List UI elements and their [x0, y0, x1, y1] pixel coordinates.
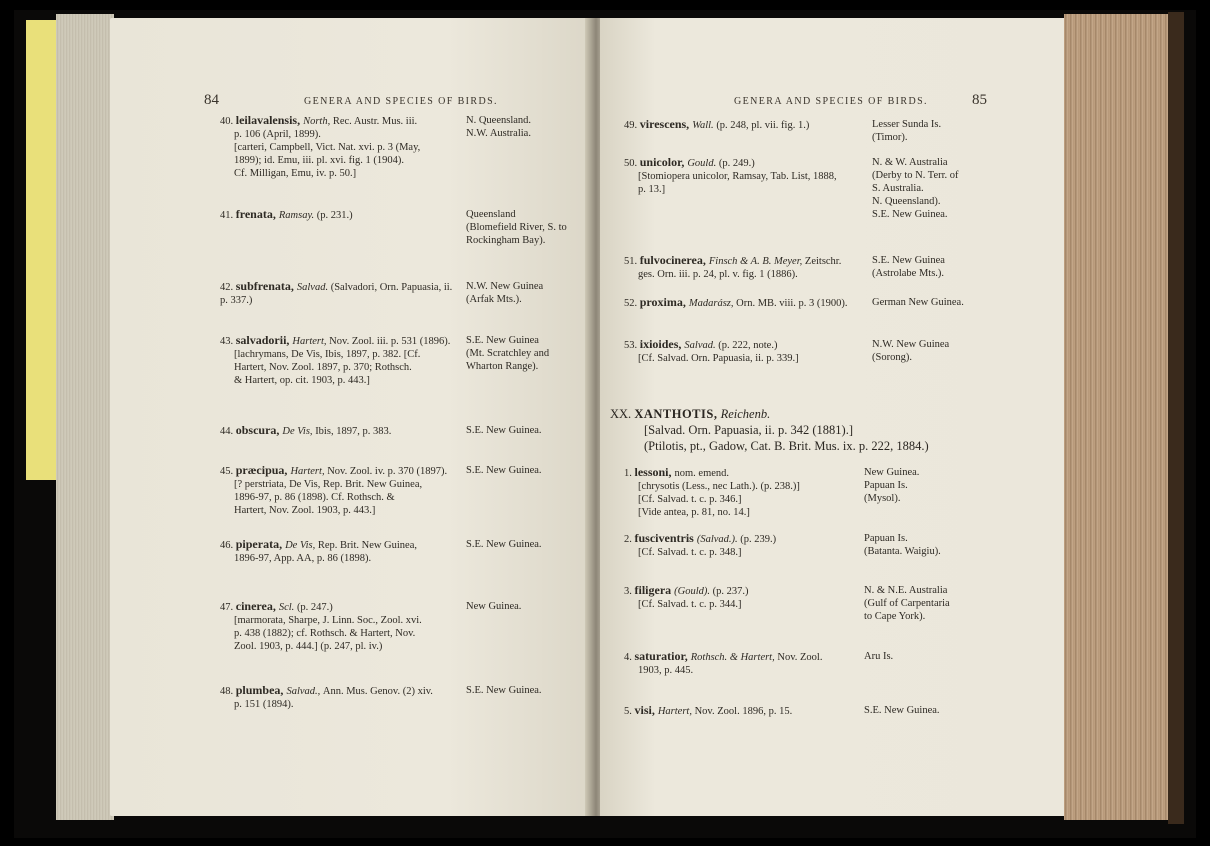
citation-line: [marmorata, Sharpe, J. Linn. Soc., Zool. xvi. — [234, 615, 422, 626]
species-entry-first-line — [624, 466, 856, 480]
species-number: 43. — [220, 336, 236, 347]
distribution-line: N.W. New Guinea — [466, 281, 544, 292]
species-author: Madarász, — [688, 298, 737, 309]
distribution-line: N.W. Australia. — [466, 128, 531, 139]
genus-name: XANTHOTIS, — [634, 407, 718, 421]
citation-text: (Salvadori, Orn. Papuasia, ii. p. 337.) — [220, 282, 453, 306]
distribution-line: N. Queensland). — [872, 196, 941, 207]
distribution-line: Lesser Sunda Is. — [872, 119, 942, 130]
species-entry-first-line — [624, 296, 864, 310]
distribution-line: German New Guinea. — [872, 297, 964, 308]
species-entry — [220, 280, 458, 307]
species-name: filigera — [634, 583, 675, 597]
species-entry — [220, 114, 458, 180]
citation-line: [Cf. Salvad. t. c. p. 346.] — [638, 494, 742, 505]
species-number: 4. — [624, 652, 635, 663]
distribution-line: to Cape York). — [864, 611, 926, 622]
citation-line: [Cf. Salvad. t. c. p. 348.] — [638, 547, 742, 558]
species-name: cinerea, — [235, 599, 279, 613]
distribution — [864, 466, 919, 505]
species-number: 51. — [624, 256, 640, 267]
book-cover-edge — [1168, 12, 1184, 824]
distribution — [466, 464, 542, 477]
distribution-line: S.E. New Guinea. — [466, 539, 542, 550]
citation-line: 1896-97, p. 86 (1898). Cf. Rothsch. & — [234, 492, 395, 503]
species-entry-first-line — [220, 600, 458, 614]
citation-line: [Vide antea, p. 81, no. 14.] — [638, 507, 750, 518]
species-number: 45. — [220, 466, 236, 477]
citation-line: [Cf. Salvad. Orn. Papuasia, ii. p. 339.] — [638, 353, 799, 364]
distribution — [872, 156, 959, 221]
distribution-line: (Timor). — [872, 132, 908, 143]
distribution-line: (Batanta. Waigiu). — [864, 546, 941, 557]
species-author: Ramsay. — [278, 210, 317, 221]
citation-line: [Stomiopera unicolor, Ramsay, Tab. List, 1888, — [638, 171, 837, 182]
distribution-line: S.E. New Guinea. — [872, 209, 948, 220]
distribution-line: (Mt. Scratchley and — [466, 348, 550, 359]
distribution-line: S.E. New Guinea — [872, 255, 945, 266]
species-entry — [220, 684, 458, 711]
citation-line: [Cf. Salvad. t. c. p. 344.] — [638, 599, 742, 610]
citation-line: Cf. Milligan, Emu, iv. p. 50.] — [234, 168, 357, 179]
distribution — [466, 424, 542, 437]
species-name: virescens, — [639, 117, 693, 131]
genus-numeral: XX. — [610, 407, 632, 421]
species-entry — [624, 584, 856, 611]
species-number: 3. — [624, 586, 635, 597]
citation-text: Ann. Mus. Genov. (2) xiv. — [322, 686, 433, 697]
species-name: plumbea, — [235, 683, 287, 697]
citation-line: ges. Orn. iii. p. 24, pl. v. fig. 1 (1886). — [638, 269, 798, 280]
species-name: fusciventris — [634, 531, 697, 545]
distribution-line: N. & W. Australia — [872, 157, 948, 168]
species-entry — [220, 464, 458, 517]
species-number: 42. — [220, 282, 236, 293]
citation-line: 1899); id. Emu, iii. pl. xvi. fig. 1 (1904). — [234, 155, 405, 166]
distribution-line: (Sorong). — [872, 352, 912, 363]
distribution — [872, 254, 945, 280]
species-entry-first-line — [624, 650, 856, 664]
species-entry — [220, 334, 458, 387]
citation-text: (p. 237.) — [712, 586, 749, 597]
citation-line: Hartert, Nov. Zool. 1903, p. 443.] — [234, 505, 376, 516]
species-entry — [624, 156, 864, 196]
species-name: ixioides, — [639, 337, 685, 351]
citation-text: (p. 248, pl. vii. fig. 1.) — [716, 120, 810, 131]
species-entry-first-line — [220, 424, 458, 438]
distribution-line: Aru Is. — [864, 651, 894, 662]
citation-line: & Hartert, op. cit. 1903, p. 443.] — [234, 375, 370, 386]
species-name: præcipua, — [235, 463, 291, 477]
genus-reference-alt: (Ptilotis, pt., Gadow, Cat. B. Brit. Mus. ix. p. 222, 1884.) — [644, 439, 929, 453]
distribution — [466, 208, 567, 247]
species-entry-first-line — [624, 254, 864, 268]
species-number: 49. — [624, 120, 640, 131]
species-author: Hartert, — [290, 466, 328, 477]
distribution-line: (Gulf of Carpentaria — [864, 598, 950, 609]
distribution-line: Rockingham Bay). — [466, 235, 546, 246]
distribution — [466, 684, 542, 697]
distribution-line: Wharton Range). — [466, 361, 539, 372]
distribution-line: N. Queensland. — [466, 115, 532, 126]
distribution — [864, 532, 941, 558]
species-entry — [220, 600, 458, 653]
species-number: 50. — [624, 158, 640, 169]
citation-text: (p. 222, note.) — [718, 340, 778, 351]
citation-text: Rec. Austr. Mus. iii. — [332, 116, 418, 127]
citation-text: Zeitschr. — [804, 256, 842, 267]
species-name: leilavalensis, — [235, 113, 304, 127]
species-entry-first-line — [624, 584, 856, 598]
citation-text: Nov. Zool. 1896, p. 15. — [694, 706, 793, 717]
citation-text: Nov. Zool. iv. p. 370 (1897). — [327, 466, 448, 477]
distribution-line: Papuan Is. — [864, 480, 908, 491]
species-author: De Vis, — [282, 426, 316, 437]
species-entry-first-line — [220, 464, 458, 478]
species-number: 47. — [220, 602, 236, 613]
citation-line: [carteri, Campbell, Vict. Nat. xvi. p. 3 (May, — [234, 142, 421, 153]
distribution-line: (Derby to N. Terr. of — [872, 170, 959, 181]
species-number: 48. — [220, 686, 236, 697]
citation-line: p. 13.] — [638, 184, 666, 195]
distribution-line: (Astrolabe Mts.). — [872, 268, 945, 279]
distribution — [466, 600, 521, 613]
species-entry-first-line — [220, 280, 458, 307]
distribution-line: N.W. New Guinea — [872, 339, 950, 350]
citation-text: (p. 239.) — [740, 534, 777, 545]
distribution-line: S. Australia. — [872, 183, 924, 194]
species-entry — [624, 532, 856, 559]
species-number: 5. — [624, 706, 635, 717]
species-number: 53. — [624, 340, 640, 351]
species-entry-first-line — [624, 338, 864, 352]
species-entry-first-line — [220, 334, 458, 348]
distribution — [872, 338, 949, 364]
species-name: saturatior, — [634, 649, 691, 663]
running-head: GENERA AND SPECIES OF BIRDS. — [304, 96, 498, 107]
citation-text: (p. 249.) — [718, 158, 755, 169]
species-number: 2. — [624, 534, 635, 545]
distribution-line: Papuan Is. — [864, 533, 908, 544]
citation-text: Nov. Zool. iii. p. 531 (1896). — [329, 336, 451, 347]
citation-text: nom. emend. — [674, 468, 730, 479]
species-entry — [220, 208, 458, 222]
distribution-line: (Arfak Mts.). — [466, 294, 522, 305]
citation-line: p. 106 (April, 1899). — [234, 129, 321, 140]
distribution — [466, 538, 542, 551]
species-entry-first-line — [624, 118, 864, 132]
species-author: Scl. — [278, 602, 297, 613]
distribution-line: S.E. New Guinea — [466, 335, 539, 346]
species-entry-first-line — [624, 532, 856, 546]
distribution-line: N. & N.E. Australia — [864, 585, 948, 596]
citation-text: Orn. MB. viii. p. 3 (1900). — [736, 298, 848, 309]
species-author: Salvad. — [684, 340, 719, 351]
species-author: (Gould). — [674, 586, 713, 597]
species-author: Hartert, — [292, 336, 330, 347]
distribution — [872, 118, 941, 144]
citation-line: [chrysotis (Less., nec Lath.). (p. 238.)] — [638, 481, 800, 492]
citation-text: Rep. Brit. New Guinea, — [317, 540, 418, 551]
species-author: Salvad., — [286, 686, 323, 697]
species-entry — [624, 118, 864, 132]
species-entry-first-line — [624, 156, 864, 170]
species-author: Salvad. — [296, 282, 331, 293]
distribution — [466, 280, 543, 306]
page-number: 85 — [972, 92, 987, 108]
species-name: lessoni, — [634, 465, 675, 479]
species-entry — [624, 704, 856, 718]
distribution-line: New Guinea. — [466, 601, 522, 612]
species-number: 46. — [220, 540, 236, 551]
running-head: GENERA AND SPECIES OF BIRDS. — [734, 96, 928, 107]
left-page — [110, 18, 590, 816]
citation-text: Ibis, 1897, p. 383. — [315, 426, 392, 437]
species-entry-first-line — [220, 684, 458, 698]
species-name: fulvocinerea, — [639, 253, 709, 267]
citation-text: (p. 247.) — [296, 602, 333, 613]
citation-line: 1903, p. 445. — [638, 665, 694, 676]
distribution — [864, 584, 950, 623]
species-name: unicolor, — [639, 155, 688, 169]
genus-author: Reichenb. — [720, 407, 771, 421]
distribution-line: New Guinea. — [864, 467, 920, 478]
distribution-line: S.E. New Guinea. — [466, 465, 542, 476]
species-entry — [624, 254, 864, 281]
species-entry-first-line — [220, 208, 458, 222]
species-author: North, — [303, 116, 333, 127]
species-number: 52. — [624, 298, 640, 309]
species-name: obscura, — [235, 423, 283, 437]
yellow-bookmark-strip — [26, 20, 56, 480]
species-author: Gould. — [687, 158, 719, 169]
distribution — [864, 704, 940, 717]
right-page-edges — [1064, 14, 1176, 820]
distribution-line: Queensland — [466, 209, 516, 220]
species-entry-first-line — [220, 114, 458, 128]
species-name: salvadorii, — [235, 333, 293, 347]
genus-reference: [Salvad. Orn. Papuasia, ii. p. 342 (1881).] — [644, 423, 853, 437]
species-author: (Salvad.). — [696, 534, 741, 545]
species-number: 44. — [220, 426, 236, 437]
citation-line: [lachrymans, De Vis, Ibis, 1897, p. 382. [Cf. — [234, 349, 421, 360]
distribution — [872, 296, 964, 309]
species-entry — [624, 650, 856, 677]
species-number: 41. — [220, 210, 236, 221]
distribution — [466, 334, 549, 373]
citation-line: Zool. 1903, p. 444.] (p. 247, pl. iv.) — [234, 641, 383, 652]
species-author: De Vis, — [285, 540, 318, 551]
right-page — [600, 18, 1064, 816]
genus-heading — [610, 406, 929, 454]
species-number: 40. — [220, 116, 236, 127]
species-name: piperata, — [235, 537, 286, 551]
citation-line: 1896-97, App. AA, p. 86 (1898). — [234, 553, 372, 564]
citation-text: (p. 231.) — [316, 210, 353, 221]
distribution-line: S.E. New Guinea. — [864, 705, 940, 716]
species-name: proxima, — [639, 295, 689, 309]
citation-line: p. 438 (1882); cf. Rothsch. & Hartert, Nov. — [234, 628, 416, 639]
species-entry-first-line — [624, 704, 856, 718]
citation-line: [? perstriata, De Vis, Rep. Brit. New Guinea, — [234, 479, 423, 490]
distribution-line: (Mysol). — [864, 493, 901, 504]
species-number: 1. — [624, 468, 635, 479]
species-entry — [624, 466, 856, 519]
species-author: Hartert, — [657, 706, 695, 717]
species-author: Finsch & A. B. Meyer, — [708, 256, 805, 267]
species-entry — [624, 296, 864, 310]
species-entry — [624, 338, 864, 365]
species-name: frenata, — [235, 207, 279, 221]
citation-line: p. 151 (1894). — [234, 699, 294, 710]
species-author: Rothsch. & Hartert, — [690, 652, 778, 663]
page-number: 84 — [204, 92, 219, 108]
distribution-line: S.E. New Guinea. — [466, 685, 542, 696]
citation-line: Hartert, Nov. Zool. 1897, p. 370; Rothsch. — [234, 362, 412, 373]
distribution — [864, 650, 893, 663]
left-page-edges — [56, 14, 114, 820]
species-name: visi, — [634, 703, 658, 717]
species-entry — [220, 424, 458, 438]
species-name: subfrenata, — [235, 279, 297, 293]
species-entry-first-line — [220, 538, 458, 552]
distribution — [466, 114, 531, 140]
distribution-line: (Blomefield River, S. to — [466, 222, 567, 233]
species-author: Wall. — [692, 120, 717, 131]
distribution-line: S.E. New Guinea. — [466, 425, 542, 436]
citation-text: Nov. Zool. — [777, 652, 823, 663]
species-entry — [220, 538, 458, 565]
